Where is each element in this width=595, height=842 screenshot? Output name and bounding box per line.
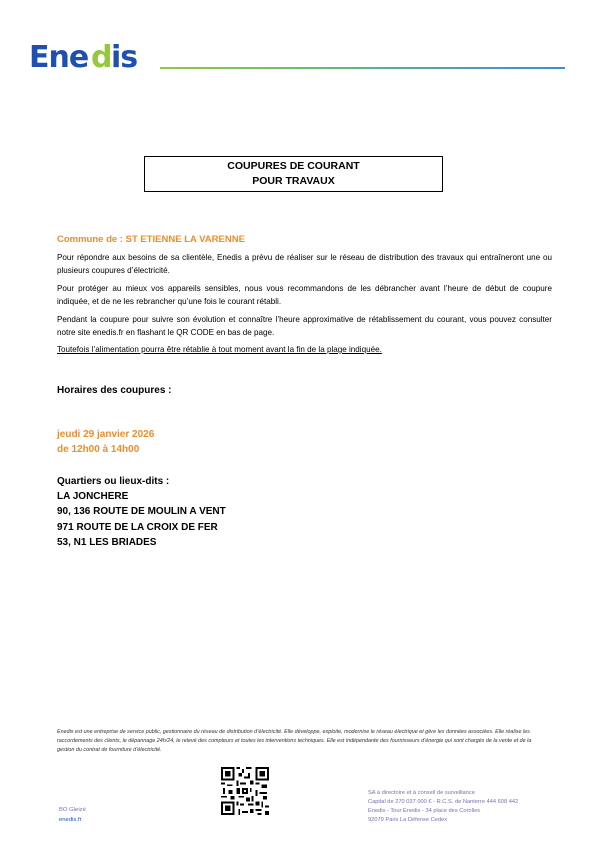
legal-info xyxy=(368,789,518,825)
commune-label: Commune de : ST ETIENNE LA VARENNE xyxy=(57,234,245,245)
svg-text:is: is xyxy=(111,41,138,71)
paragraph-restoration-note: Toutefois l’alimentation pourra être rétablie à tout moment avant la fin de la plage indiquée. xyxy=(57,345,382,354)
paragraph-qr-info: Pendant la coupure pour suivre son évolution et connaître l’heure approximative de rétablissement du courant, vous pouvez consulter notre site enedis.fr en flashant le QR CODE en bas de page. xyxy=(57,315,552,337)
schedule-heading: Horaires des coupures : xyxy=(57,385,172,396)
schedule-time: de 12h00 à 14h00 xyxy=(57,443,140,455)
legal-line: Capital de 270 037 000 € - R.C.S. de Nanterre 444 608 442 xyxy=(368,799,519,805)
svg-text:d: d xyxy=(91,41,112,71)
footer-description: Enedis est une entreprise de service public, gestionnaire du réseau de distribution d’électricité. Elle développe, exploite, modernise le réseau électrique et gère les données associées. Elle réalise les raccordements des clients, le dépannage 24h/24, le relevé des compteurs et toutes les interventions techniques. Elle est indépendante des fournisseurs d’énergie qui sont chargés de la vente et de la gestion du contrat de fourniture d’électricité. xyxy=(57,729,532,753)
title-line-1: COUPURES DE COURANT xyxy=(227,160,360,172)
svg-text:Ene: Ene xyxy=(29,41,89,71)
place-item: 90, 136 ROUTE DE MOULIN A VENT xyxy=(57,506,226,518)
title-line-2: POUR TRAVAUX xyxy=(252,175,335,187)
place-item: 53, N1 LES BRIADES xyxy=(57,536,157,548)
schedule-block xyxy=(57,428,154,457)
enedis-logo xyxy=(29,41,155,71)
places-heading: Quartiers ou lieux-dits : xyxy=(57,476,170,487)
legal-line: 92079 Paris La Défense Cedex xyxy=(368,817,448,823)
page-title-box xyxy=(144,156,443,192)
bottom-left-info xyxy=(59,806,86,825)
qr-code-icon xyxy=(221,767,269,815)
place-item: 971 ROUTE DE LA CROIX DE FER xyxy=(57,521,218,533)
schedule-date: jeudi 29 janvier 2026 xyxy=(57,429,155,440)
qr-code[interactable] xyxy=(221,767,269,815)
website-link[interactable]: enedis.fr xyxy=(59,816,82,823)
legal-line: Enedis - Tour Enedis - 34 place des Corolles xyxy=(368,808,481,814)
logo-underline xyxy=(160,67,565,69)
places-block xyxy=(57,474,226,550)
enedis-logo-icon xyxy=(29,41,155,71)
place-item: LA JONCHERE xyxy=(57,491,129,503)
paragraph-appliances: Pour protéger au mieux vos appareils sensibles, nous vous recommandons de les débrancher avant l’heure de début de coupure indiquée, et de ne les rebrancher qu’une fois le courant rétabli. xyxy=(57,284,552,306)
office-ref: BO Gleizé xyxy=(59,807,86,813)
paragraph-intro: Pour répondre aux besoins de sa clientèle, Enedis a prévu de réaliser sur le réseau de distribution des travaux qui entraîneront une ou plusieurs coupures d’électricité. xyxy=(57,253,552,275)
legal-line: SA à directoire et à conseil de surveillance xyxy=(368,790,475,796)
